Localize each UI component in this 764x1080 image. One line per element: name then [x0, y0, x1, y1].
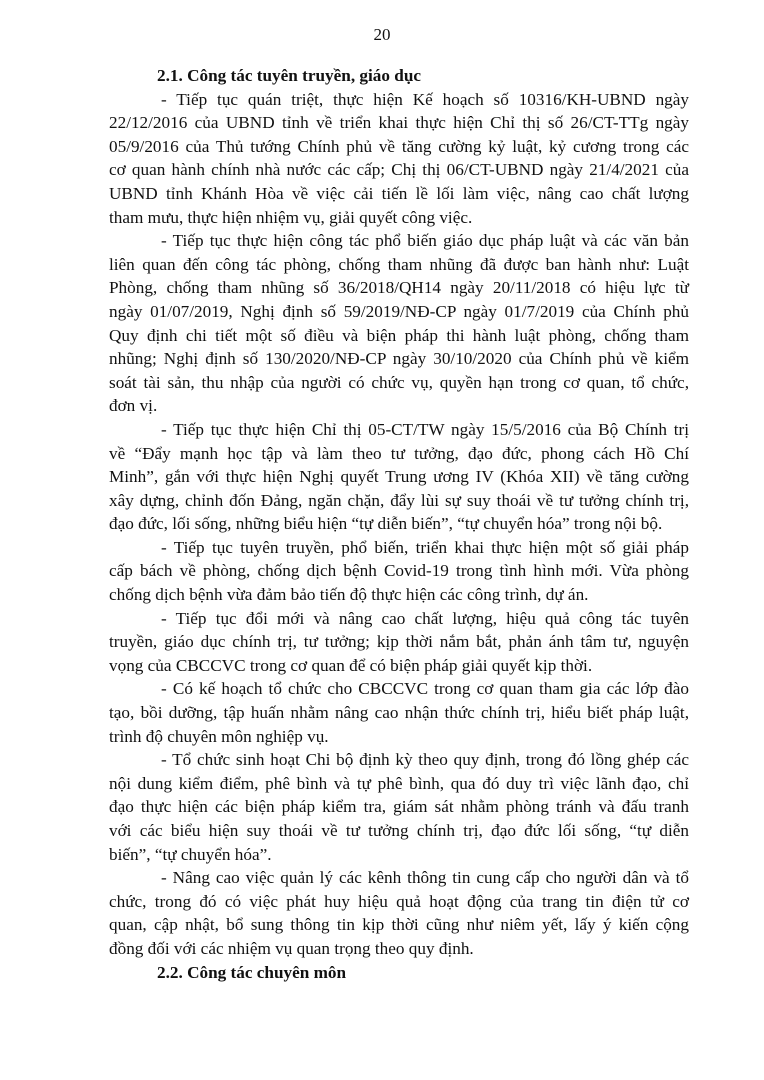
section-heading-2-1: 2.1. Công tác tuyên truyền, giáo dục: [157, 66, 422, 85]
text-line: xây dựng, chỉnh đốn Đảng, ngăn chặn, đẩy lùi sự suy thoái về tư tưởng chính trị,: [109, 490, 689, 510]
text-line: biến”, “tự chuyển hóa”.: [109, 844, 272, 864]
page-number: 20: [373, 25, 391, 44]
text-line: 22/12/2016 của UBND tỉnh về triển khai thực hiện Chỉ thị số 26/CT-TTg ngày: [109, 113, 689, 133]
text-line: liên quan đến công tác phòng, chống tham nhũng đã được ban hành như: Luật: [109, 254, 689, 274]
text-line: UBND tỉnh Khánh Hòa về việc cải tiến lề lối làm việc, nâng cao chất lượng: [109, 183, 689, 203]
text-line: truyền, giáo dục chính trị, tư tưởng; kịp thời nắm bắt, phản ánh tâm tư, nguyện: [109, 632, 689, 652]
paragraph: [109, 88, 689, 230]
text-line: đơn vị.: [109, 396, 158, 416]
text-line: nội dung kiểm điểm, phê bình và tự phê bình, qua đó duy trì việc lãnh đạo, chỉ: [109, 773, 689, 793]
text-line: tạo, bồi dưỡng, tập huấn nhằm nâng cao nhận thức chính trị, hiểu biết pháp luật,: [109, 703, 689, 723]
text-line: 05/9/2016 của Thủ tướng Chính phủ về tăng cường kỷ luật, kỷ cương trong các: [109, 136, 689, 156]
text-line: đạo đức, lối sống, những biểu hiện “tự diễn biến”, “tự chuyển hóa” trong nội bộ.: [109, 514, 663, 534]
text-line: cấp bách về phòng, chống dịch bệnh Covid-19 trong tình hình mới. Vừa phòng: [109, 561, 689, 581]
text-line: - Tiếp tục thực hiện công tác phổ biến giáo dục pháp luật và các văn bản: [161, 231, 689, 251]
text-line: - Tiếp tục thực hiện Chỉ thị 05-CT/TW ngày 15/5/2016 của Bộ Chính trị: [161, 419, 689, 439]
text-line: - Tiếp tục tuyên truyền, phổ biến, triển khai thực hiện một số giải pháp: [161, 537, 689, 557]
section-heading-2-2: 2.2. Công tác chuyên môn: [157, 962, 347, 982]
text-line: chống dịch bệnh vừa đảm bảo tiến độ thực hiện các công trình, dự án.: [109, 585, 589, 605]
text-line: - Nâng cao việc quản lý các kênh thông tin cung cấp cho người dân và tổ: [161, 868, 689, 888]
paragraph: [109, 866, 689, 960]
paragraph: [109, 748, 689, 866]
text-line: Quy định chi tiết một số điều và biện pháp thi hành luật phòng, chống tham: [109, 325, 689, 345]
text-line: - Tổ chức sinh hoạt Chi bộ định kỳ theo quy định, trong đó lồng ghép các: [161, 750, 689, 770]
paragraph: [109, 229, 689, 418]
text-line: tham mưu, thực hiện nhiệm vụ, giải quyết công việc.: [109, 207, 473, 227]
text-line: soát tài sản, thu nhập của người có chức vụ, quyền hạn trong cơ quan, tổ chức,: [109, 372, 689, 392]
text-line: đồng đối với các nhiệm vụ quan trọng theo quy định.: [109, 938, 474, 958]
section-1-paragraphs: [109, 88, 689, 961]
text-line: - Tiếp tục quán triệt, thực hiện Kế hoạch số 10316/KH-UBND ngày: [161, 89, 689, 109]
paragraph: [109, 536, 689, 607]
text-line: nhũng; Nghị định số 130/2020/NĐ-CP ngày 30/10/2020 của Chính phủ về kiểm: [109, 349, 689, 369]
text-line: với các biểu hiện suy thoái về tư tưởng chính trị, đạo đức lối sống, “tự diễn: [109, 821, 689, 840]
document-body: [109, 64, 689, 984]
paragraph: [109, 607, 689, 678]
text-line: - Tiếp tục đổi mới và nâng cao chất lượng, hiệu quả công tác tuyên: [161, 608, 689, 628]
text-line: về “Đẩy mạnh học tập và làm theo tư tưởng, đạo đức, phong cách Hồ Chí: [109, 443, 689, 463]
text-line: Minh”, gắn với thực hiện Nghị quyết Trung ương IV (Khóa XII) về tăng cường: [109, 467, 689, 487]
text-line: vọng của CBCCVC trong cơ quan để có biện pháp giải quyết kịp thời.: [109, 655, 593, 675]
text-line: quan, cập nhật, bổ sung thông tin kịp thời cũng như niêm yết, lấy ý kiến cộng: [109, 915, 689, 935]
text-line: trình độ chuyên môn nghiệp vụ.: [109, 726, 329, 746]
text-line: đạo thực hiện các biện pháp kiểm tra, giám sát nhằm phòng tránh và đấu tranh: [109, 797, 689, 817]
paragraph: [109, 677, 689, 748]
text-line: ngày 01/07/2019, Nghị định số 59/2019/NĐ-CP ngày 01/7/2019 của Chính phủ: [109, 301, 689, 321]
text-line: - Có kế hoạch tổ chức cho CBCCVC trong cơ quan tham gia các lớp đào: [161, 679, 689, 699]
text-line: chức, trong đó có việc phát huy hiệu quả hoạt động của trang tin điện tử cơ: [109, 891, 689, 911]
text-line: Phòng, chống tham nhũng số 36/2018/QH14 ngày 20/11/2018 có hiệu lực từ: [109, 278, 689, 298]
paragraph: [109, 418, 689, 536]
text-line: cơ quan hành chính nhà nước các cấp; Chị thị 06/CT-UBND ngày 21/4/2021 của: [109, 160, 689, 180]
